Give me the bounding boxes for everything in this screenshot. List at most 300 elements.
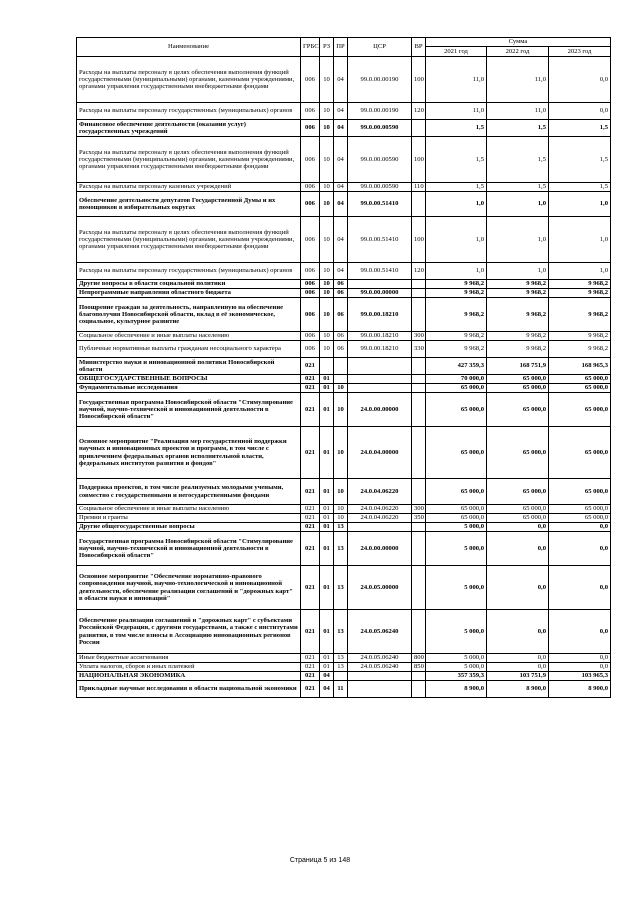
cell-pr: 13 [334,523,348,532]
cell-rz: 10 [320,280,334,289]
cell-vr: 120 [412,263,426,280]
cell-y2022: 0,0 [487,663,549,672]
cell-y2022: 1,5 [487,120,549,137]
cell-name: Основное мероприятие "Реализация мер государственной поддержки научных и инновационных проектов и программ, в том числе с привлечением федеральных органов исполнительной власти, федеральных институтов развития и фондов" [77,427,301,479]
cell-y2021: 1,5 [426,120,487,137]
cell-y2023: 9 968,2 [549,280,611,289]
cell-y2021: 427 359,3 [426,358,487,375]
cell-y2022: 65 000,0 [487,505,549,514]
cell-y2023: 0,0 [549,663,611,672]
table-row [77,479,611,505]
cell-pr: 13 [334,566,348,610]
cell-grbs: 021 [301,566,320,610]
cell-name: Расходы на выплаты персоналу в целях обеспечения выполнения функций государственными (муниципальными) органами, казенными учреждениями, органами управления государственными внебюджетными фондами [77,217,301,263]
table-row [77,341,611,358]
cell-name: Расходы на выплаты персоналу государственных (муниципальных) органов [77,103,301,120]
cell-pr: 04 [334,103,348,120]
cell-grbs: 006 [301,137,320,183]
cell-pr: 04 [334,57,348,103]
table-row [77,654,611,663]
table-row [77,532,611,566]
cell-rz: 04 [320,681,334,698]
cell-pr: 06 [334,341,348,358]
cell-y2022: 168 751,9 [487,358,549,375]
cell-y2022: 65 000,0 [487,514,549,523]
cell-name: Социальное обеспечение и иные выплаты населению [77,505,301,514]
cell-y2022: 11,0 [487,103,549,120]
cell-pr [334,375,348,384]
cell-name: ОБЩЕГОСУДАРСТВЕННЫЕ ВОПРОСЫ [77,375,301,384]
cell-y2023: 9 968,2 [549,332,611,341]
cell-name: Социальное обеспечение и иные выплаты населению [77,332,301,341]
cell-grbs: 006 [301,289,320,298]
cell-grbs: 006 [301,103,320,120]
cell-y2022: 65 000,0 [487,375,549,384]
cell-name: Основное мероприятие "Обеспечение нормативно-правового сопровождения научной, научно-технологической и инновационной деятельности, обеспечение реализации соглашений и "дорожных карт" в области науки и инноваций" [77,566,301,610]
cell-pr: 06 [334,298,348,332]
cell-y2023: 0,0 [549,610,611,654]
cell-pr: 10 [334,393,348,427]
cell-rz: 10 [320,341,334,358]
cell-y2021: 9 968,2 [426,341,487,358]
table-row [77,120,611,137]
cell-vr: 300 [412,332,426,341]
cell-y2021: 357 359,3 [426,672,487,681]
cell-rz: 01 [320,532,334,566]
cell-name: НАЦИОНАЛЬНАЯ ЭКОНОМИКА [77,672,301,681]
page-number: Страница 5 из 148 [289,857,351,864]
cell-y2022: 11,0 [487,57,549,103]
cell-y2022: 1,0 [487,192,549,217]
cell-y2021: 65 000,0 [426,384,487,393]
cell-vr: 100 [412,217,426,263]
table-body [77,57,611,698]
header-grbs: ГРБС [301,38,320,57]
cell-rz: 01 [320,384,334,393]
cell-name: Обеспечение деятельности депутатов Государственной Думы и их помощников в избирательных округах [77,192,301,217]
table-row [77,505,611,514]
cell-y2023: 1,5 [549,137,611,183]
cell-y2022: 1,5 [487,183,549,192]
cell-rz: 10 [320,137,334,183]
table-row [77,393,611,427]
cell-name: Другие общегосударственные вопросы [77,523,301,532]
table-row [77,57,611,103]
cell-y2021: 5 000,0 [426,663,487,672]
cell-y2023: 0,0 [549,532,611,566]
cell-y2023: 168 965,3 [549,358,611,375]
cell-y2021: 9 968,2 [426,298,487,332]
table-row [77,672,611,681]
cell-y2023: 9 968,2 [549,298,611,332]
cell-y2021: 9 968,2 [426,332,487,341]
cell-rz: 10 [320,217,334,263]
header-sum: Сумма [426,38,611,47]
cell-y2021: 8 900,0 [426,681,487,698]
cell-pr: 06 [334,289,348,298]
cell-y2023: 65 000,0 [549,427,611,479]
cell-name: Непрограммные направления областного бюджета [77,289,301,298]
cell-y2023: 65 000,0 [549,393,611,427]
cell-vr [412,393,426,427]
cell-y2023: 0,0 [549,57,611,103]
table-row [77,280,611,289]
cell-y2022: 9 968,2 [487,289,549,298]
cell-csr: 24.0.05.06240 [348,610,412,654]
cell-y2023: 9 968,2 [549,341,611,358]
cell-vr [412,384,426,393]
cell-pr: 04 [334,263,348,280]
cell-vr: 330 [412,341,426,358]
cell-y2023: 0,0 [549,103,611,120]
cell-y2022: 0,0 [487,654,549,663]
cell-pr: 10 [334,384,348,393]
cell-pr [334,358,348,375]
cell-rz: 01 [320,523,334,532]
table-row [77,375,611,384]
cell-rz: 10 [320,120,334,137]
cell-y2023: 103 965,3 [549,672,611,681]
cell-y2021: 65 000,0 [426,514,487,523]
cell-y2022: 9 968,2 [487,332,549,341]
table-row [77,384,611,393]
cell-csr: 99.0.00.18210 [348,341,412,358]
cell-rz: 01 [320,375,334,384]
cell-grbs: 021 [301,427,320,479]
cell-vr: 100 [412,57,426,103]
header-2023: 2023 год [549,47,611,57]
table-row [77,192,611,217]
cell-pr: 13 [334,663,348,672]
cell-pr: 13 [334,532,348,566]
cell-rz: 10 [320,192,334,217]
cell-name: Государственная программа Новосибирской области "Стимулирование научной, научно-технической и инновационной деятельности в Новосибирской области" [77,532,301,566]
cell-y2023: 1,0 [549,192,611,217]
cell-name: Расходы на выплаты персоналу в целях обеспечения выполнения функций государственными (муниципальными) органами, казенными учреждениями, органами управления государственными внебюджетными фондами [77,57,301,103]
cell-grbs: 021 [301,479,320,505]
cell-y2021: 9 968,2 [426,280,487,289]
cell-csr [348,523,412,532]
cell-csr: 24.0.05.06240 [348,654,412,663]
cell-grbs: 021 [301,375,320,384]
cell-vr [412,280,426,289]
cell-y2023: 0,0 [549,566,611,610]
cell-csr: 99.0.00.00590 [348,137,412,183]
table-row [77,263,611,280]
cell-vr: 850 [412,663,426,672]
header-rz: РЗ [320,38,334,57]
cell-grbs: 006 [301,217,320,263]
cell-vr [412,610,426,654]
budget-table [76,37,611,698]
cell-y2022: 65 000,0 [487,427,549,479]
cell-vr [412,192,426,217]
cell-csr: 99.0.00.51410 [348,263,412,280]
cell-name: Фундаментальные исследования [77,384,301,393]
cell-pr: 04 [334,192,348,217]
cell-name: Обеспечение реализации соглашений и "дорожных карт" с субъектами Российской Федерации, с другими государствами, а также с институтами развития, в том числе взносы в Ассоциацию инновационных регионов России [77,610,301,654]
cell-y2021: 5 000,0 [426,654,487,663]
cell-y2022: 0,0 [487,610,549,654]
cell-y2023: 1,5 [549,120,611,137]
table-row [77,663,611,672]
cell-y2023: 0,0 [549,654,611,663]
cell-grbs: 006 [301,57,320,103]
cell-name: Расходы на выплаты персоналу в целях обеспечения выполнения функций государственными (муниципальными) органами, казенными учреждениями, органами управления государственными внебюджетными фондами [77,137,301,183]
cell-rz: 10 [320,289,334,298]
cell-y2023: 9 968,2 [549,289,611,298]
cell-y2022: 8 900,0 [487,681,549,698]
cell-y2021: 65 000,0 [426,427,487,479]
cell-y2023: 65 000,0 [549,514,611,523]
cell-y2022: 65 000,0 [487,393,549,427]
cell-y2021: 5 000,0 [426,566,487,610]
cell-pr: 10 [334,427,348,479]
header-pr: ПР [334,38,348,57]
cell-rz: 01 [320,393,334,427]
cell-vr [412,358,426,375]
cell-rz: 01 [320,505,334,514]
cell-y2021: 1,0 [426,192,487,217]
cell-vr: 350 [412,514,426,523]
cell-y2021: 65 000,0 [426,479,487,505]
table-row [77,217,611,263]
cell-grbs: 021 [301,505,320,514]
cell-csr: 24.0.04.06220 [348,479,412,505]
cell-y2022: 9 968,2 [487,280,549,289]
table-row [77,427,611,479]
cell-y2021: 5 000,0 [426,523,487,532]
cell-vr: 300 [412,505,426,514]
cell-name: Расходы на выплаты персоналу государственных (муниципальных) органов [77,263,301,280]
cell-csr: 99.0.00.00190 [348,57,412,103]
cell-pr: 06 [334,332,348,341]
cell-vr [412,479,426,505]
cell-name: Поощрение граждан за деятельность, направленную на обеспечение благополучия Новосибирской области, вклад в её экономическое, социальное, культурное развитие [77,298,301,332]
cell-csr: 24.0.04.06220 [348,505,412,514]
table-row [77,566,611,610]
cell-y2021: 65 000,0 [426,393,487,427]
table-row [77,137,611,183]
cell-rz: 01 [320,479,334,505]
cell-vr [412,289,426,298]
cell-name: Поддержка проектов, в том числе реализуемых молодыми учеными, совместно с государственными и негосударственными фондами [77,479,301,505]
cell-rz: 01 [320,514,334,523]
cell-y2022: 1,0 [487,217,549,263]
cell-csr: 99.0.00.51410 [348,217,412,263]
cell-pr: 10 [334,514,348,523]
cell-y2023: 0,0 [549,523,611,532]
cell-csr: 99.0.00.00590 [348,183,412,192]
cell-csr: 24.0.04.06220 [348,514,412,523]
cell-csr [348,280,412,289]
cell-rz: 01 [320,566,334,610]
cell-vr [412,681,426,698]
cell-rz: 10 [320,103,334,120]
cell-y2021: 1,0 [426,263,487,280]
cell-grbs: 021 [301,384,320,393]
cell-y2022: 1,5 [487,137,549,183]
cell-y2022: 65 000,0 [487,479,549,505]
cell-vr [412,523,426,532]
cell-y2022: 9 968,2 [487,341,549,358]
cell-vr [412,532,426,566]
header-vr: ВР [412,38,426,57]
header-2021: 2021 год [426,47,487,57]
cell-y2022: 65 000,0 [487,384,549,393]
cell-y2022: 0,0 [487,566,549,610]
cell-rz [320,358,334,375]
cell-grbs: 021 [301,663,320,672]
cell-csr: 24.0.05.06240 [348,663,412,672]
cell-y2021: 9 968,2 [426,289,487,298]
cell-name: Уплата налогов, сборов и иных платежей [77,663,301,672]
cell-vr [412,375,426,384]
cell-grbs: 006 [301,332,320,341]
cell-grbs: 021 [301,393,320,427]
cell-grbs: 021 [301,672,320,681]
cell-pr: 13 [334,654,348,663]
cell-y2021: 11,0 [426,57,487,103]
cell-rz: 01 [320,654,334,663]
table-row [77,332,611,341]
cell-pr: 04 [334,183,348,192]
cell-name: Публичные нормативные выплаты гражданам несоциального характера [77,341,301,358]
table-row [77,289,611,298]
table-row [77,358,611,375]
cell-csr [348,672,412,681]
cell-csr: 24.0.05.00000 [348,566,412,610]
table-row [77,610,611,654]
cell-y2021: 65 000,0 [426,505,487,514]
cell-vr: 120 [412,103,426,120]
cell-vr: 110 [412,183,426,192]
cell-rz: 10 [320,298,334,332]
cell-grbs: 006 [301,183,320,192]
header-2022: 2022 год [487,47,549,57]
cell-pr: 13 [334,610,348,654]
cell-csr: 24.0.00.00000 [348,393,412,427]
cell-grbs: 006 [301,280,320,289]
cell-pr: 04 [334,120,348,137]
cell-y2021: 11,0 [426,103,487,120]
cell-y2021: 5 000,0 [426,532,487,566]
cell-y2023: 1,5 [549,183,611,192]
cell-csr [348,375,412,384]
table-row [77,298,611,332]
cell-grbs: 006 [301,298,320,332]
cell-rz: 04 [320,672,334,681]
cell-grbs: 021 [301,523,320,532]
cell-grbs: 021 [301,681,320,698]
header-name: Наименование [77,38,301,57]
cell-y2023: 8 900,0 [549,681,611,698]
cell-csr: 99.0.00.18210 [348,298,412,332]
cell-pr: 10 [334,505,348,514]
cell-grbs: 021 [301,358,320,375]
cell-y2022: 9 968,2 [487,298,549,332]
cell-csr [348,358,412,375]
cell-name: Прикладные научные исследования в области национальной экономики [77,681,301,698]
cell-y2022: 103 751,9 [487,672,549,681]
cell-y2021: 1,5 [426,137,487,183]
table-row [77,681,611,698]
cell-grbs: 021 [301,514,320,523]
cell-name: Премии и гранты [77,514,301,523]
cell-csr: 24.0.00.00000 [348,532,412,566]
table-row [77,514,611,523]
cell-vr [412,672,426,681]
cell-y2023: 1,0 [549,217,611,263]
cell-rz: 10 [320,263,334,280]
cell-name: Финансовое обеспечение деятельности (оказания услуг) государственных учреждений [77,120,301,137]
cell-pr: 04 [334,217,348,263]
cell-pr: 04 [334,137,348,183]
cell-y2021: 1,0 [426,217,487,263]
cell-name: Иные бюджетные ассигнования [77,654,301,663]
cell-y2023: 65 000,0 [549,384,611,393]
cell-grbs: 021 [301,654,320,663]
cell-grbs: 006 [301,192,320,217]
cell-grbs: 006 [301,120,320,137]
cell-y2023: 65 000,0 [549,479,611,505]
cell-csr: 99.0.00.51410 [348,192,412,217]
cell-grbs: 006 [301,263,320,280]
cell-grbs: 021 [301,532,320,566]
cell-name: Другие вопросы в области социальной политики [77,280,301,289]
cell-rz: 10 [320,57,334,103]
cell-y2022: 0,0 [487,523,549,532]
cell-pr: 11 [334,681,348,698]
cell-y2023: 1,0 [549,263,611,280]
cell-y2023: 65 000,0 [549,375,611,384]
cell-name: Государственная программа Новосибирской области "Стимулирование научной, научно-технической и инновационной деятельности в Новосибирской области" [77,393,301,427]
cell-y2022: 1,0 [487,263,549,280]
cell-y2022: 0,0 [487,532,549,566]
cell-csr: 99.0.00.00000 [348,289,412,298]
cell-vr [412,427,426,479]
header-csr: ЦСР [348,38,412,57]
cell-grbs: 006 [301,341,320,358]
cell-vr [412,298,426,332]
cell-vr [412,566,426,610]
cell-y2023: 65 000,0 [549,505,611,514]
cell-name: Министерство науки и инновационной политики Новосибирской области [77,358,301,375]
cell-y2021: 1,5 [426,183,487,192]
cell-pr: 06 [334,280,348,289]
cell-rz: 01 [320,427,334,479]
cell-y2021: 70 000,0 [426,375,487,384]
cell-vr: 100 [412,137,426,183]
cell-csr [348,384,412,393]
cell-grbs: 021 [301,610,320,654]
cell-vr: 800 [412,654,426,663]
table-row [77,183,611,192]
cell-csr: 99.0.00.00590 [348,120,412,137]
cell-rz: 10 [320,332,334,341]
cell-csr: 99.0.00.00190 [348,103,412,120]
cell-pr [334,672,348,681]
table-row [77,103,611,120]
cell-csr: 99.0.00.18210 [348,332,412,341]
cell-rz: 01 [320,663,334,672]
cell-vr [412,120,426,137]
table-row [77,523,611,532]
cell-rz: 10 [320,183,334,192]
cell-y2021: 5 000,0 [426,610,487,654]
cell-rz: 01 [320,610,334,654]
cell-csr: 24.0.04.00000 [348,427,412,479]
